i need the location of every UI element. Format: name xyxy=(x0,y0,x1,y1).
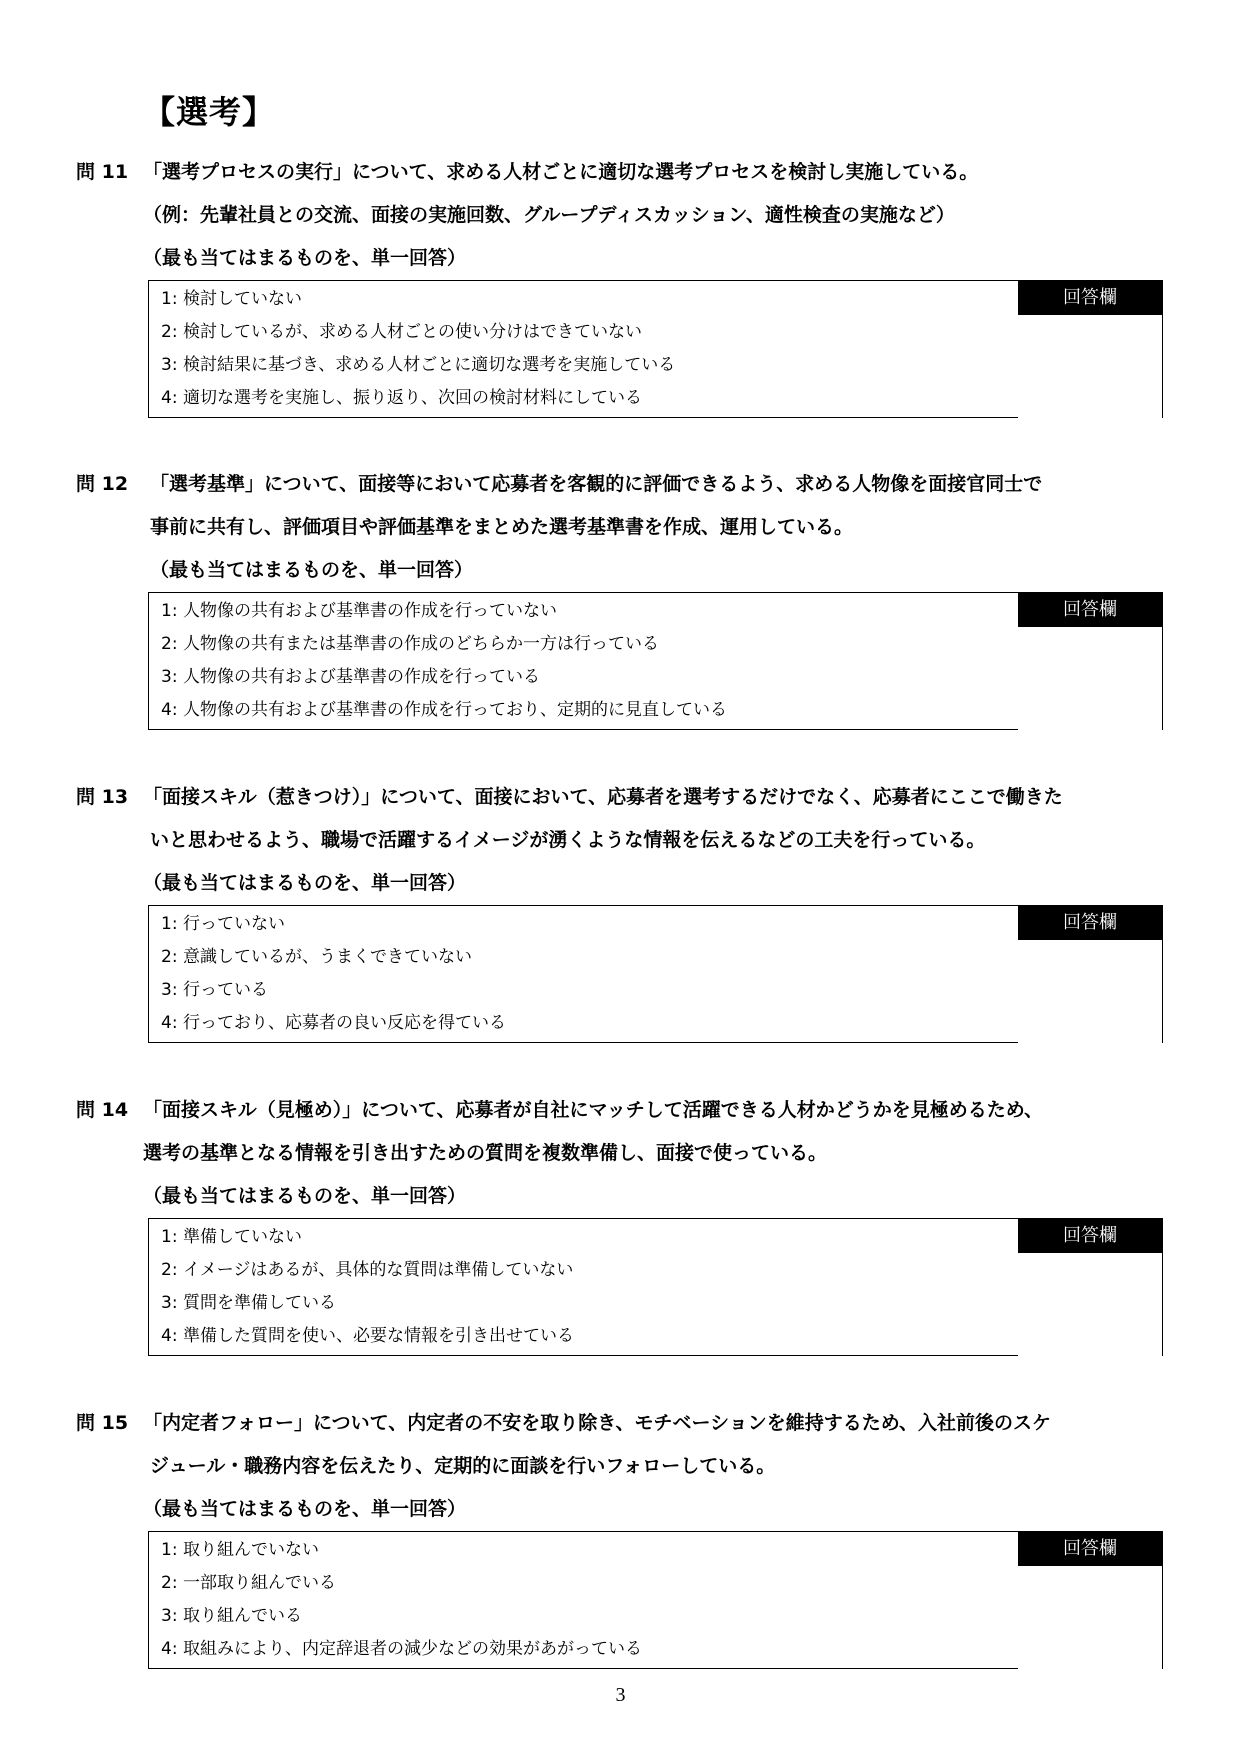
option-2: 2: 検討しているが、求める人材ごとの使い分けはできていない xyxy=(161,322,642,342)
option-2: 2: 意識しているが、うまくできていない xyxy=(161,947,472,967)
question-text-line-1: 「面接スキル（惹きつけ）」について、面接において、応募者を選考するだけでなく、応募者にここで働きた xyxy=(143,786,1063,808)
question-text-line-2: いと思わせるよう、職場で活躍するイメージが湧くような情報を伝えるなどの工夫を行っている。 xyxy=(150,829,986,851)
option-3: 3: 検討結果に基づき、求める人材ごとに適切な選考を実施している xyxy=(161,355,676,375)
answer-label: 回答欄 xyxy=(1018,281,1162,315)
answer-box[interactable] xyxy=(1018,940,1162,1044)
option-2: 2: 一部取り組んでいる xyxy=(161,1573,336,1593)
answer-column xyxy=(1018,593,1162,729)
question-number: 問 15 xyxy=(76,1412,129,1434)
question-instruction: （最も当てはまるものを、単一回答） xyxy=(150,559,474,581)
options-list xyxy=(149,593,1019,729)
options-table xyxy=(148,280,1163,418)
option-1: 1: 検討していない xyxy=(161,289,302,309)
answer-column xyxy=(1018,1532,1162,1668)
option-4: 4: 行っており、応募者の良い反応を得ている xyxy=(161,1013,506,1033)
question-number: 問 14 xyxy=(76,1099,129,1121)
question-number: 問 12 xyxy=(76,473,129,495)
question-number: 問 11 xyxy=(76,161,129,183)
options-list xyxy=(149,1532,1019,1668)
options-list xyxy=(149,281,1019,417)
option-3: 3: 取り組んでいる xyxy=(161,1606,302,1626)
option-3: 3: 行っている xyxy=(161,980,268,1000)
answer-box[interactable] xyxy=(1018,1253,1162,1357)
question-instruction: （最も当てはまるものを、単一回答） xyxy=(143,1498,467,1520)
answer-box[interactable] xyxy=(1018,1566,1162,1670)
question-text-line-2: 選考の基準となる情報を引き出すための質問を複数準備し、面接で使っている。 xyxy=(143,1142,828,1164)
answer-label: 回答欄 xyxy=(1018,1219,1162,1253)
option-4: 4: 準備した質問を使い、必要な情報を引き出せている xyxy=(161,1326,574,1346)
answer-label: 回答欄 xyxy=(1018,593,1162,627)
option-1: 1: 取り組んでいない xyxy=(161,1540,319,1560)
question-instruction: （最も当てはまるものを、単一回答） xyxy=(143,872,467,894)
option-1: 1: 準備していない xyxy=(161,1227,302,1247)
question-text-line-2: ジュール・職務内容を伝えたり、定期的に面談を行いフォローしている。 xyxy=(150,1455,776,1477)
answer-label: 回答欄 xyxy=(1018,1532,1162,1566)
question-text-line-1: 「面接スキル（見極め）」について、応募者が自社にマッチして活躍できる人材かどうかを見極めるため、 xyxy=(143,1099,1044,1121)
answer-box[interactable] xyxy=(1018,627,1162,731)
options-list xyxy=(149,1219,1019,1355)
question-text-line-2: 事前に共有し、評価項目や評価基準をまとめた選考基準書を作成、運用している。 xyxy=(150,516,854,538)
options-table xyxy=(148,592,1163,730)
question-text-line-2: （例：先輩社員との交流、面接の実施回数、グループディスカッション、適性検査の実施など） xyxy=(143,204,955,226)
option-2: 2: イメージはあるが、具体的な質問は準備していない xyxy=(161,1260,574,1280)
option-1: 1: 行っていない xyxy=(161,914,285,934)
answer-column xyxy=(1018,906,1162,1042)
option-3: 3: 人物像の共有および基準書の作成を行っている xyxy=(161,667,540,687)
question-text-line-1: 「選考プロセスの実行」について、求める人材ごとに適切な選考プロセスを検討し実施している。 xyxy=(143,161,979,183)
answer-column xyxy=(1018,1219,1162,1355)
question-text-line-1: 「選考基準」について、面接等において応募者を客観的に評価できるよう、求める人物像を面接官同士で xyxy=(150,473,1043,495)
question-text-line-1: 「内定者フォロー」について、内定者の不安を取り除き、モチベーションを維持するため、入社前後のスケ xyxy=(143,1412,1052,1434)
options-list xyxy=(149,906,1019,1042)
answer-label: 回答欄 xyxy=(1018,906,1162,940)
option-3: 3: 質問を準備している xyxy=(161,1293,336,1313)
option-4: 4: 適切な選考を実施し、振り返り、次回の検討材料にしている xyxy=(161,388,642,408)
section-title: 【選考】 xyxy=(143,93,276,131)
answer-box[interactable] xyxy=(1018,315,1162,419)
option-2: 2: 人物像の共有または基準書の作成のどちらか一方は行っている xyxy=(161,634,659,654)
option-4: 4: 取組みにより、内定辞退者の減少などの効果があがっている xyxy=(161,1639,642,1659)
page-number: 3 xyxy=(615,1684,626,1706)
options-table xyxy=(148,1218,1163,1356)
option-4: 4: 人物像の共有および基準書の作成を行っており、定期的に見直している xyxy=(161,700,727,720)
question-instruction: （最も当てはまるものを、単一回答） xyxy=(143,1185,467,1207)
answer-column xyxy=(1018,281,1162,417)
question-instruction: （最も当てはまるものを、単一回答） xyxy=(143,247,467,269)
option-1: 1: 人物像の共有および基準書の作成を行っていない xyxy=(161,601,557,621)
question-number: 問 13 xyxy=(76,786,129,808)
options-table xyxy=(148,905,1163,1043)
options-table xyxy=(148,1531,1163,1669)
